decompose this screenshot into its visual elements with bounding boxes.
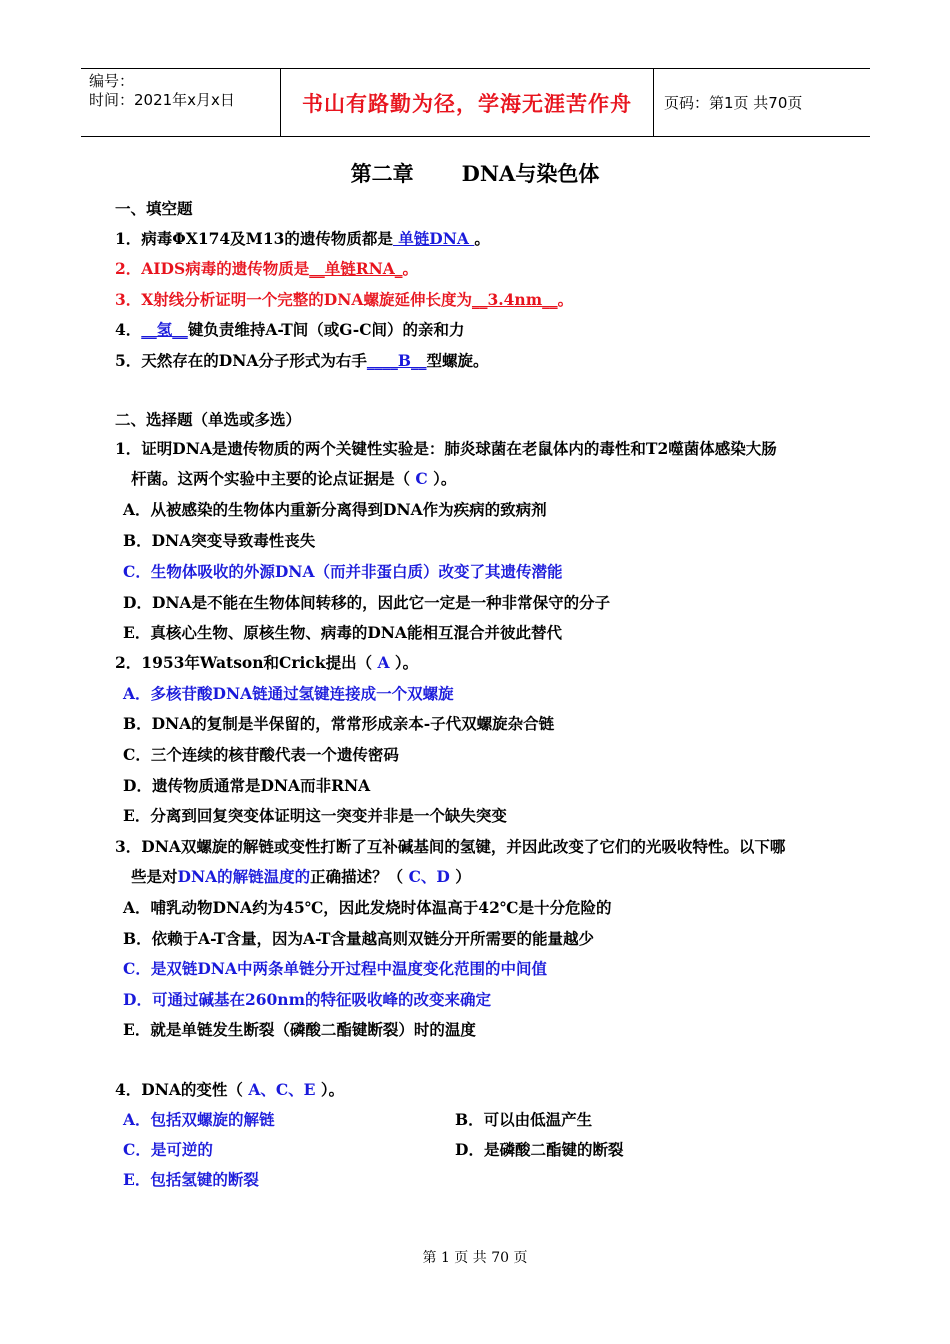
choice-q3-end: ） <box>455 867 471 886</box>
choice-q3-highlight: DNA的解链温度的 <box>177 867 311 886</box>
choice-q4-option-a: A．包括双螺旋的解链 <box>123 1110 275 1129</box>
page-footer: 第 1 页 共 70 页 <box>422 1250 528 1266</box>
choice-q4-option-b: B．可以由低温产生 <box>455 1110 593 1129</box>
choice-q3-option-c: C．是双链DNA中两条单链分开过程中温度变化范围的中间值 <box>123 959 547 978</box>
choice-q4 <box>115 1080 344 1100</box>
choice-q4-end: ）。 <box>320 1080 345 1099</box>
section2-heading: 二、选择题（单选或多选） <box>115 410 302 429</box>
fill-q5 <box>115 351 489 371</box>
number-label: 编号： <box>89 72 135 90</box>
choice-q1-option-b: B．DNA突变导致毒性丧失 <box>123 531 316 550</box>
choice-q2-option-b: B．DNA的复制是半保留的，常常形成亲本-子代双螺旋杂合链 <box>123 714 555 733</box>
choice-q1-line1: 1．证明DNA是遗传物质的两个关键性实验是：肺炎球菌在老鼠体内的毒性和T2噬菌体感染大肠 <box>115 439 777 458</box>
choice-q2-option-d: D．遗传物质通常是DNA而非RNA <box>123 776 371 795</box>
choice-q3-line1: 3．DNA双螺旋的解链或变性打断了互补碱基间的氢键，并因此改变了它们的光吸收特性。以下哪 <box>115 837 786 856</box>
choice-q3-stem: 些是对 <box>131 867 178 886</box>
choice-q1-answer: C <box>410 469 434 488</box>
fill-q1-text: 1．病毒ΦX174及M13的遗传物质都是 <box>115 229 393 248</box>
fill-q2-text: 2．AIDS病毒的遗传物质是 <box>115 259 310 278</box>
choice-q4-option-d: D．是磷酸二酯键的断裂 <box>455 1140 624 1159</box>
choice-q2 <box>115 653 418 673</box>
choice-q4-stem: 4．DNA的变性（ <box>115 1080 243 1099</box>
header-page-label: 页码：第1页 共70页 <box>664 94 803 112</box>
choice-q1-option-c: C．生物体吸收的外源DNA（而并非蛋白质）改变了其遗传潜能 <box>123 562 563 581</box>
header-meta <box>81 69 281 136</box>
choice-q4-option-c: C．是可逆的 <box>123 1140 213 1159</box>
choice-q1-option-e: E．真核心生物、原核生物、病毒的DNA能相互混合并彼此替代 <box>123 623 562 642</box>
choice-q2-option-c: C．三个连续的核苷酸代表一个遗传密码 <box>123 745 399 764</box>
choice-q3-option-a: A．哺乳动物DNA约为45℃，因此发烧时体温高于42℃是十分危险的 <box>123 898 612 917</box>
choice-q2-answer: A <box>372 653 395 672</box>
fill-q3-answer: __3.4nm__ <box>471 290 558 309</box>
header-motto: 书山有路勤为径，学海无涯苦作舟 <box>281 69 654 136</box>
choice-q3-stem-mid: 正确描述？（ <box>310 867 404 886</box>
fill-q3 <box>115 290 573 310</box>
fill-q4-end: 键负责维持A-T间（或G-C间）的亲和力 <box>187 320 465 339</box>
fill-q4-text: 4． <box>115 320 142 339</box>
choice-q4-option-e: E．包括氢键的断裂 <box>123 1170 259 1189</box>
choice-q3-line2 <box>131 867 471 887</box>
fill-q2 <box>115 259 418 279</box>
choice-q1-option-a: A．从被感染的生物体内重新分离得到DNA作为疾病的致病剂 <box>123 500 547 519</box>
choice-q2-option-e: E．分离到回复突变体证明这一突变并非是一个缺失突变 <box>123 806 507 825</box>
chapter-name: DNA与染色体 <box>461 161 600 186</box>
choice-q2-end: ）。 <box>394 653 419 672</box>
fill-q1-answer: 单链DNA <box>392 229 475 248</box>
date-label: 时间：2021年x月x日 <box>89 91 235 109</box>
choice-q2-option-a: A．多核苷酸DNA链通过氢键连接成一个双螺旋 <box>123 684 454 703</box>
choice-q4-answer: A、C、E <box>242 1080 321 1099</box>
choice-q3-option-e: E．就是单链发生断裂（磷酸二酯键断裂）时的温度 <box>123 1020 476 1039</box>
fill-q1-end: 。 <box>474 229 490 248</box>
choice-q1-end: ）。 <box>433 469 457 488</box>
page-header <box>81 68 870 137</box>
fill-q5-answer: ____B__ <box>366 351 427 370</box>
choice-q3-option-b: B．依赖于A-T含量，因为A-T含量越高则双链分开所需要的能量越少 <box>123 929 594 948</box>
fill-q1 <box>115 229 490 249</box>
chapter-number: 第二章 <box>350 161 414 186</box>
fill-q4 <box>115 320 465 340</box>
section1-heading: 一、填空题 <box>115 199 193 218</box>
choice-q1-stem: 杆菌。这两个实验中主要的论点证据是（ <box>131 469 411 488</box>
fill-q5-text: 5．天然存在的DNA分子形式为右手 <box>115 351 367 370</box>
choice-q3-answer: C、D <box>403 867 456 886</box>
choice-q2-stem: 2．1953年Watson和Crick提出（ <box>115 653 373 672</box>
fill-q2-end: 。 <box>402 259 419 278</box>
chapter-title <box>0 158 950 188</box>
choice-q3-option-d: D．可通过碱基在260nm的特征吸收峰的改变来确定 <box>123 990 491 1009</box>
choice-q1-option-d: D．DNA是不能在生物体间转移的，因此它一定是一种非常保守的分子 <box>123 593 611 612</box>
fill-q3-text: 3．X射线分析证明一个完整的DNA螺旋延伸长度为 <box>115 290 472 309</box>
fill-q3-end: 。 <box>557 290 574 309</box>
fill-q2-answer: __单链RNA_ <box>309 259 403 278</box>
choice-q1-line2 <box>131 469 456 489</box>
fill-q5-end: 型螺旋。 <box>426 351 489 370</box>
fill-q4-answer: __氢__ <box>141 320 188 339</box>
